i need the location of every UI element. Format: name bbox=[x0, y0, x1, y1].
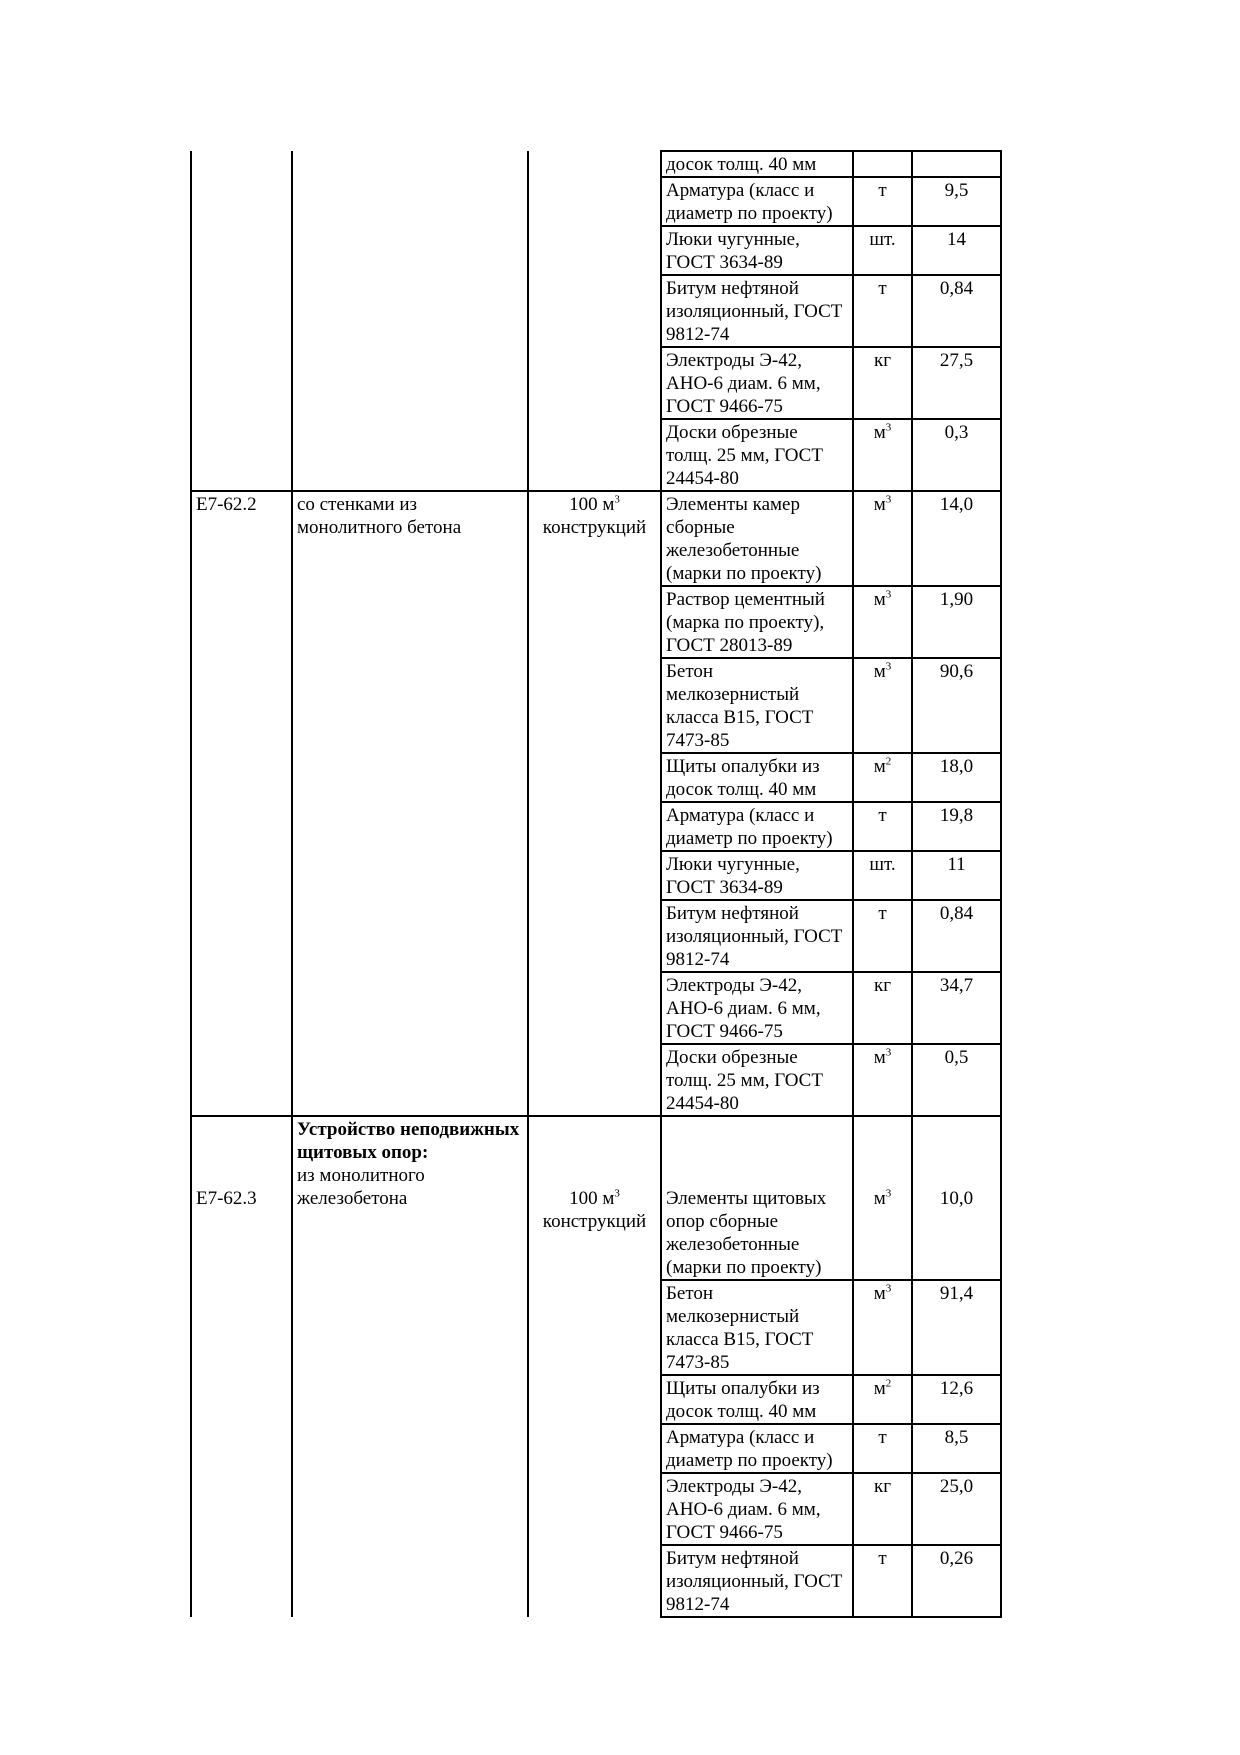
material-name bbox=[661, 1375, 853, 1424]
material-unit-text: т bbox=[878, 1427, 887, 1448]
material-unit-exponent: 3 bbox=[885, 493, 892, 506]
material-name-text: Битум нефтяной изоляционный, ГОСТ 9812-74 bbox=[666, 903, 843, 970]
material-unit-exponent: 3 bbox=[885, 588, 892, 601]
material-quantity-text: 8,5 bbox=[944, 1427, 969, 1448]
material-quantity bbox=[912, 491, 1001, 586]
material-quantity bbox=[912, 1545, 1001, 1617]
material-name-text: Электроды Э-42, АНО-6 диам. 6 мм, ГОСТ 9466-75 bbox=[666, 1476, 821, 1543]
material-name bbox=[661, 972, 853, 1044]
material-name bbox=[661, 1545, 853, 1617]
material-quantity-text: 19,8 bbox=[939, 805, 974, 826]
material-name bbox=[661, 658, 853, 753]
material-name bbox=[661, 1116, 853, 1280]
measure-unit-label: конструкций bbox=[542, 1211, 647, 1232]
material-unit bbox=[853, 1375, 912, 1424]
material-name-text: Люки чугунные, ГОСТ 3634-89 bbox=[666, 229, 800, 273]
material-unit bbox=[853, 151, 912, 177]
material-name-text: Арматура (класс и диаметр по проекту) bbox=[666, 1427, 833, 1471]
material-quantity bbox=[912, 177, 1001, 226]
material-quantity-text: 10,0 bbox=[939, 1188, 974, 1209]
material-unit-text: т bbox=[878, 278, 887, 299]
material-name-text: Битум нефтяной изоляционный, ГОСТ 9812-74 bbox=[666, 278, 843, 345]
material-name-text: Раствор цементный (марка по проекту), ГОСТ 28013-89 bbox=[666, 589, 825, 656]
material-name-text: Электроды Э-42, АНО-6 диам. 6 мм, ГОСТ 9466-75 bbox=[666, 975, 821, 1042]
material-unit-text: кг bbox=[873, 350, 892, 371]
material-name bbox=[661, 900, 853, 972]
material-name-text: Бетон мелкозернистый класса В15, ГОСТ 7473-85 bbox=[666, 1283, 814, 1373]
material-name bbox=[661, 802, 853, 851]
norm-code-cell bbox=[191, 491, 292, 1116]
material-quantity bbox=[912, 419, 1001, 491]
material-unit-text: м bbox=[873, 1047, 886, 1068]
material-quantity-text: 9,5 bbox=[944, 180, 969, 201]
material-quantity bbox=[912, 1424, 1001, 1473]
measure-unit-cell bbox=[528, 151, 661, 491]
material-unit-exponent: 3 bbox=[885, 1282, 892, 1295]
material-unit bbox=[853, 972, 912, 1044]
material-unit-text: т bbox=[878, 903, 887, 924]
material-name bbox=[661, 151, 853, 177]
material-quantity-text: 34,7 bbox=[939, 975, 974, 996]
material-name bbox=[661, 753, 853, 802]
material-unit-text: м bbox=[873, 1188, 886, 1209]
measure-unit-label: конструкций bbox=[542, 517, 647, 538]
material-quantity-text: 25,0 bbox=[939, 1476, 974, 1497]
material-name bbox=[661, 347, 853, 419]
material-unit-text: шт. bbox=[869, 854, 896, 875]
material-quantity bbox=[912, 347, 1001, 419]
material-unit bbox=[853, 586, 912, 658]
material-unit bbox=[853, 1044, 912, 1116]
material-name bbox=[661, 226, 853, 275]
material-unit bbox=[853, 1116, 912, 1280]
material-quantity-text: 0,3 bbox=[944, 422, 969, 443]
material-unit-text: т bbox=[878, 180, 887, 201]
material-unit bbox=[853, 658, 912, 753]
material-unit-exponent: 2 bbox=[885, 755, 892, 768]
table-row bbox=[191, 491, 1001, 586]
measure-unit-exponent: 3 bbox=[614, 493, 620, 506]
material-unit-text: м bbox=[873, 1283, 886, 1304]
table-row bbox=[191, 151, 1001, 177]
measure-unit-main: 100 м bbox=[569, 494, 615, 515]
material-name-text: Битум нефтяной изоляционный, ГОСТ 9812-74 bbox=[666, 1548, 843, 1615]
material-name bbox=[661, 275, 853, 347]
resource-norms-table bbox=[190, 150, 1002, 1618]
material-name bbox=[661, 1424, 853, 1473]
material-unit-text: т bbox=[878, 805, 887, 826]
material-unit bbox=[853, 753, 912, 802]
material-name bbox=[661, 851, 853, 900]
work-group-title: Устройство неподвижных щитовых опор: bbox=[297, 1119, 520, 1163]
material-quantity-text: 0,84 bbox=[939, 278, 974, 299]
material-name bbox=[661, 1044, 853, 1116]
material-unit bbox=[853, 419, 912, 491]
material-name-text: Элементы камер сборные железобетонные (марки по проекту) bbox=[666, 494, 822, 584]
material-quantity bbox=[912, 1280, 1001, 1375]
material-name bbox=[661, 1473, 853, 1545]
material-name-text: Элементы щитовых опор сборные железобетонные (марки по проекту) bbox=[666, 1188, 827, 1278]
material-unit-text: м bbox=[873, 661, 886, 682]
material-name bbox=[661, 419, 853, 491]
measure-unit-main: 100 м bbox=[569, 1188, 615, 1209]
material-unit-exponent: 2 bbox=[885, 1377, 892, 1390]
material-quantity bbox=[912, 851, 1001, 900]
material-quantity-text: 0,5 bbox=[944, 1047, 969, 1068]
material-name-text: Арматура (класс и диаметр по проекту) bbox=[666, 180, 833, 224]
material-unit bbox=[853, 851, 912, 900]
material-unit-text: м bbox=[873, 494, 886, 515]
material-quantity bbox=[912, 1116, 1001, 1280]
material-unit-text: м bbox=[873, 422, 886, 443]
material-quantity bbox=[912, 1375, 1001, 1424]
material-unit bbox=[853, 802, 912, 851]
material-unit-text: м bbox=[873, 1378, 886, 1399]
material-quantity bbox=[912, 586, 1001, 658]
material-unit bbox=[853, 177, 912, 226]
material-quantity bbox=[912, 151, 1001, 177]
material-quantity-text: 90,6 bbox=[939, 661, 974, 682]
material-quantity-text: 0,84 bbox=[939, 903, 974, 924]
material-quantity-text: 1,90 bbox=[939, 589, 974, 610]
material-quantity bbox=[912, 658, 1001, 753]
material-unit bbox=[853, 1280, 912, 1375]
material-quantity bbox=[912, 1044, 1001, 1116]
material-name bbox=[661, 586, 853, 658]
material-unit-exponent: 3 bbox=[885, 1187, 892, 1200]
measure-unit-exponent: 3 bbox=[614, 1187, 620, 1200]
material-quantity bbox=[912, 900, 1001, 972]
material-quantity-text: 91,4 bbox=[939, 1283, 974, 1304]
measure-unit bbox=[533, 1187, 656, 1210]
measure-unit bbox=[533, 493, 656, 516]
work-name-cell bbox=[292, 491, 528, 1116]
material-unit-text: кг bbox=[873, 975, 892, 996]
material-unit bbox=[853, 347, 912, 419]
material-unit-exponent: 3 bbox=[885, 660, 892, 673]
work-name-cell bbox=[292, 1116, 528, 1617]
material-unit bbox=[853, 275, 912, 347]
material-quantity-text: 14 bbox=[947, 229, 966, 250]
material-quantity bbox=[912, 972, 1001, 1044]
material-unit bbox=[853, 900, 912, 972]
material-quantity bbox=[912, 226, 1001, 275]
material-name bbox=[661, 177, 853, 226]
material-quantity-text: 27,5 bbox=[939, 350, 974, 371]
norm-code-cell bbox=[191, 1116, 292, 1617]
material-unit-text: т bbox=[878, 1548, 887, 1569]
material-name-text: Щиты опалубки из досок толщ. 40 мм bbox=[666, 1378, 820, 1422]
material-name-text: Доски обрезные толщ. 25 мм, ГОСТ 24454-80 bbox=[666, 1047, 823, 1114]
work-name: из монолитного железобетона bbox=[297, 1165, 425, 1209]
material-name-text: Доски обрезные толщ. 25 мм, ГОСТ 24454-80 bbox=[666, 422, 823, 489]
material-name-text: Бетон мелкозернистый класса В15, ГОСТ 7473-85 bbox=[666, 661, 814, 751]
work-name: со стенками из монолитного бетона bbox=[297, 494, 462, 538]
material-unit-text: м bbox=[873, 756, 886, 777]
table-row bbox=[191, 1116, 1001, 1280]
work-name-cell bbox=[292, 151, 528, 491]
material-unit bbox=[853, 491, 912, 586]
material-unit-exponent: 3 bbox=[885, 1046, 892, 1059]
material-name-text: Арматура (класс и диаметр по проекту) bbox=[666, 805, 833, 849]
material-unit bbox=[853, 1473, 912, 1545]
norm-code: Е7-62.2 bbox=[196, 494, 257, 515]
material-unit-text: м bbox=[873, 589, 886, 610]
material-name-text: Люки чугунные, ГОСТ 3634-89 bbox=[666, 854, 800, 898]
norm-code: Е7-62.3 bbox=[196, 1188, 257, 1209]
material-quantity-text: 0,26 bbox=[939, 1548, 974, 1569]
measure-unit-cell bbox=[528, 1116, 661, 1617]
material-quantity bbox=[912, 275, 1001, 347]
material-quantity bbox=[912, 753, 1001, 802]
material-unit bbox=[853, 1424, 912, 1473]
material-unit bbox=[853, 226, 912, 275]
material-quantity-text: 14,0 bbox=[939, 494, 974, 515]
material-name bbox=[661, 491, 853, 586]
measure-unit-cell bbox=[528, 491, 661, 1116]
norm-code-cell bbox=[191, 151, 292, 491]
material-name bbox=[661, 1280, 853, 1375]
material-quantity bbox=[912, 1473, 1001, 1545]
material-name-text: досок толщ. 40 мм bbox=[666, 154, 817, 175]
material-quantity bbox=[912, 802, 1001, 851]
material-quantity-text: 18,0 bbox=[939, 756, 974, 777]
table-body bbox=[191, 151, 1001, 1617]
material-unit bbox=[853, 1545, 912, 1617]
material-unit-exponent: 3 bbox=[885, 421, 892, 434]
material-quantity-text: 12,6 bbox=[939, 1378, 974, 1399]
material-name-text: Электроды Э-42, АНО-6 диам. 6 мм, ГОСТ 9466-75 bbox=[666, 350, 821, 417]
material-unit-text: кг bbox=[873, 1476, 892, 1497]
material-unit-text: шт. bbox=[869, 229, 896, 250]
material-name-text: Щиты опалубки из досок толщ. 40 мм bbox=[666, 756, 820, 800]
material-quantity-text: 11 bbox=[947, 854, 966, 875]
